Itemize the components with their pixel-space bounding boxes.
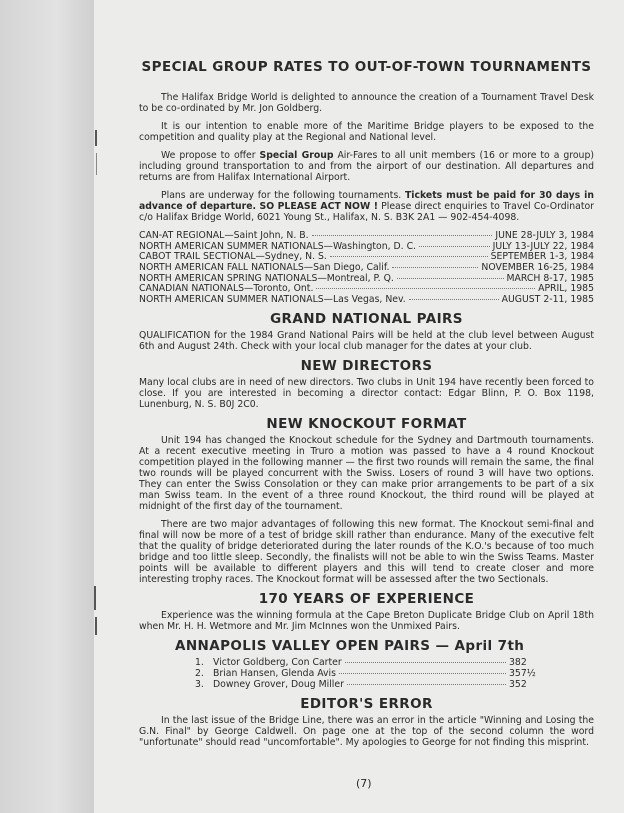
result-names: Brian Hansen, Glenda Avis xyxy=(213,667,336,679)
grand-national-text: QUALIFICATION for the 1984 Grand National Pairs will be held at the club level between August 6th and August 24th. Check with your local club manager for the dates at your club. xyxy=(139,329,594,352)
experience-text: Experience was the winning formula at the Cape Breton Duplicate Bridge Club on April 18th when Mr. H. H. Wetmore and Mr. Jim McInnes won the Unmixed Pairs. xyxy=(139,609,594,632)
dot-leader xyxy=(312,235,493,236)
tournament-dates: JUNE 28-JULY 3, 1984 xyxy=(495,230,594,241)
tournament-row xyxy=(139,251,594,262)
dot-leader xyxy=(316,288,535,289)
result-row xyxy=(195,657,535,668)
binding-mark xyxy=(95,130,97,146)
annapolis-heading: ANNAPOLIS VALLEY OPEN PAIRS — April 7th xyxy=(175,637,525,654)
tournament-dates: AUGUST 2-11, 1985 xyxy=(501,294,594,306)
new-directors-text: Many local clubs are in need of new directors. Two clubs in Unit 194 have recently been forced to close. If you are interested in becoming a director contact: Edgar Blinn, P. O. Box 1198, Lunenburg, N. S. B0J 2C0. xyxy=(139,376,594,410)
intro-paragraph xyxy=(139,150,594,183)
result-rank: 3. xyxy=(195,678,204,690)
intro-text: Please direct enquiries to Travel Co-Ordinator c/o Halifax Bridge World, 6021 Young St., Halifax, N. S. B3K 2A1 — 902-454-4098. xyxy=(139,201,594,223)
binding-mark xyxy=(96,153,97,175)
intro-paragraph: The Halifax Bridge World is delighted to announce the creation of a Tournament Travel Desk to be co-ordinated by Mr. Jon Goldberg. xyxy=(139,92,594,114)
knockout-paragraph: Unit 194 has changed the Knockout schedule for the Sydney and Dartmouth tournaments. At a recent executive meeting in Truro a motion was passed to have a 4 round Knockout competition played in the following manner — the first two rounds will remain the same, the final two rounds will be played concurrent with the Swiss. Losers of round 3 will have two options. They can enter the Swiss Consolation or they can make prior arrangements to be part of a six man Swiss team. In the event of a three round Knockout, the third round will be played at midnight of the first day of the tournament. xyxy=(139,434,594,512)
dot-leader xyxy=(397,278,504,279)
tournament-name: NORTH AMERICAN SPRING NATIONALS—Montreal, P. Q. xyxy=(139,272,394,284)
result-score: 357½ xyxy=(509,667,536,679)
tournament-dates: SEPTEMBER 1-3, 1984 xyxy=(490,251,594,263)
intro-text: We propose to offer xyxy=(161,150,260,161)
knockout-heading: NEW KNOCKOUT FORMAT xyxy=(266,415,467,432)
tournament-dates: NOVEMBER 16-25, 1984 xyxy=(481,262,594,274)
result-row xyxy=(195,679,535,690)
article-column xyxy=(139,59,594,755)
result-row xyxy=(195,668,535,679)
dot-leader xyxy=(330,256,488,257)
intro-paragraph: It is our intention to enable more of the Maritime Bridge players to be exposed to the competition and quality play at the Regional and National level. xyxy=(139,121,594,143)
knockout-paragraph: There are two major advantages of following this new format. The Knockout semi-final and final will now be more of a test of bridge skill rather than endurance. Many of the executive felt that the quality of bridge deteriorated during the later rounds of the K.O.'s because of too much bridge and too little sleep. Secondly, the finalists will not be able to win the Swiss Teams. Master points will be available to different players and this will tend to create closer and more interesting trophy races. The Knockout format will be assessed after the two Sectionals. xyxy=(139,518,594,585)
tournament-row xyxy=(139,294,594,305)
tournament-row xyxy=(139,230,594,241)
intro-bold-text: Tickets must be paid for 30 days in advance of departure. SO PLEASE ACT NOW ! xyxy=(139,190,594,212)
result-names: Victor Goldberg, Con Carter xyxy=(213,656,342,668)
binding-mark xyxy=(94,586,96,610)
tournament-name: NORTH AMERICAN SUMMER NATIONALS—Las Vegas, Nev. xyxy=(139,294,406,306)
tournament-dates: JULY 13-JULY 22, 1984 xyxy=(492,240,594,252)
editors-error-text: In the last issue of the Bridge Line, there was an error in the article "Winning and Losing the G.N. Final" by George Caldwell. On page one at the top of the second column the word "unfortunate" should read "uncomfortable". My apologies to George for not finding this misprint. xyxy=(139,714,594,748)
dot-leader xyxy=(345,662,506,663)
experience-heading: 170 YEARS OF EXPERIENCE xyxy=(258,590,475,607)
page-number: (7) xyxy=(356,777,372,790)
result-rank: 1. xyxy=(195,656,204,668)
result-score: 382 xyxy=(509,656,527,668)
result-names: Downey Grover, Doug Miller xyxy=(213,678,344,690)
tournament-row xyxy=(139,262,594,273)
tournament-row xyxy=(139,273,594,284)
intro-paragraph xyxy=(139,190,594,223)
dot-leader xyxy=(339,673,506,674)
tournament-name: CAN-AT REGIONAL—Saint John, N. B. xyxy=(139,230,309,241)
dot-leader xyxy=(347,684,506,685)
tournament-row xyxy=(139,241,594,252)
page-title: SPECIAL GROUP RATES TO OUT-OF-TOWN TOURNAMENTS xyxy=(141,59,592,75)
grand-national-heading: GRAND NATIONAL PAIRS xyxy=(270,310,463,327)
dot-leader xyxy=(409,299,499,300)
tournament-name: CANADIAN NATIONALS—Toronto, Ont. xyxy=(139,283,314,295)
tournament-dates: APRIL, 1985 xyxy=(538,283,594,295)
dot-leader xyxy=(392,267,478,268)
page-binding-shadow xyxy=(0,0,94,813)
tournament-name: CABOT TRAIL SECTIONAL—Sydney, N. S. xyxy=(139,251,327,263)
binding-mark xyxy=(95,617,97,635)
intro-text: Plans are underway for the following tournaments. xyxy=(161,190,405,201)
tournament-name: NORTH AMERICAN FALL NATIONALS—San Diego, Calif. xyxy=(139,262,390,274)
tournament-row xyxy=(139,283,594,294)
results-list xyxy=(195,657,535,690)
dot-leader xyxy=(419,246,490,247)
intro-bold-text: Special Group xyxy=(259,150,334,161)
result-score: 352 xyxy=(509,678,527,690)
tournament-dates: MARCH 8-17, 1985 xyxy=(506,272,594,284)
tournament-list xyxy=(139,230,594,305)
new-directors-heading: NEW DIRECTORS xyxy=(300,357,433,374)
result-rank: 2. xyxy=(195,667,204,679)
intro-text: Air-Fares to all unit members (16 or more to a group) including ground transportation to and from the airport of our destination. All departures and returns are from Halifax International Airport. xyxy=(139,150,594,183)
tournament-name: NORTH AMERICAN SUMMER NATIONALS—Washington, D. C. xyxy=(139,240,417,252)
editors-error-heading: EDITOR'S ERROR xyxy=(300,695,433,712)
